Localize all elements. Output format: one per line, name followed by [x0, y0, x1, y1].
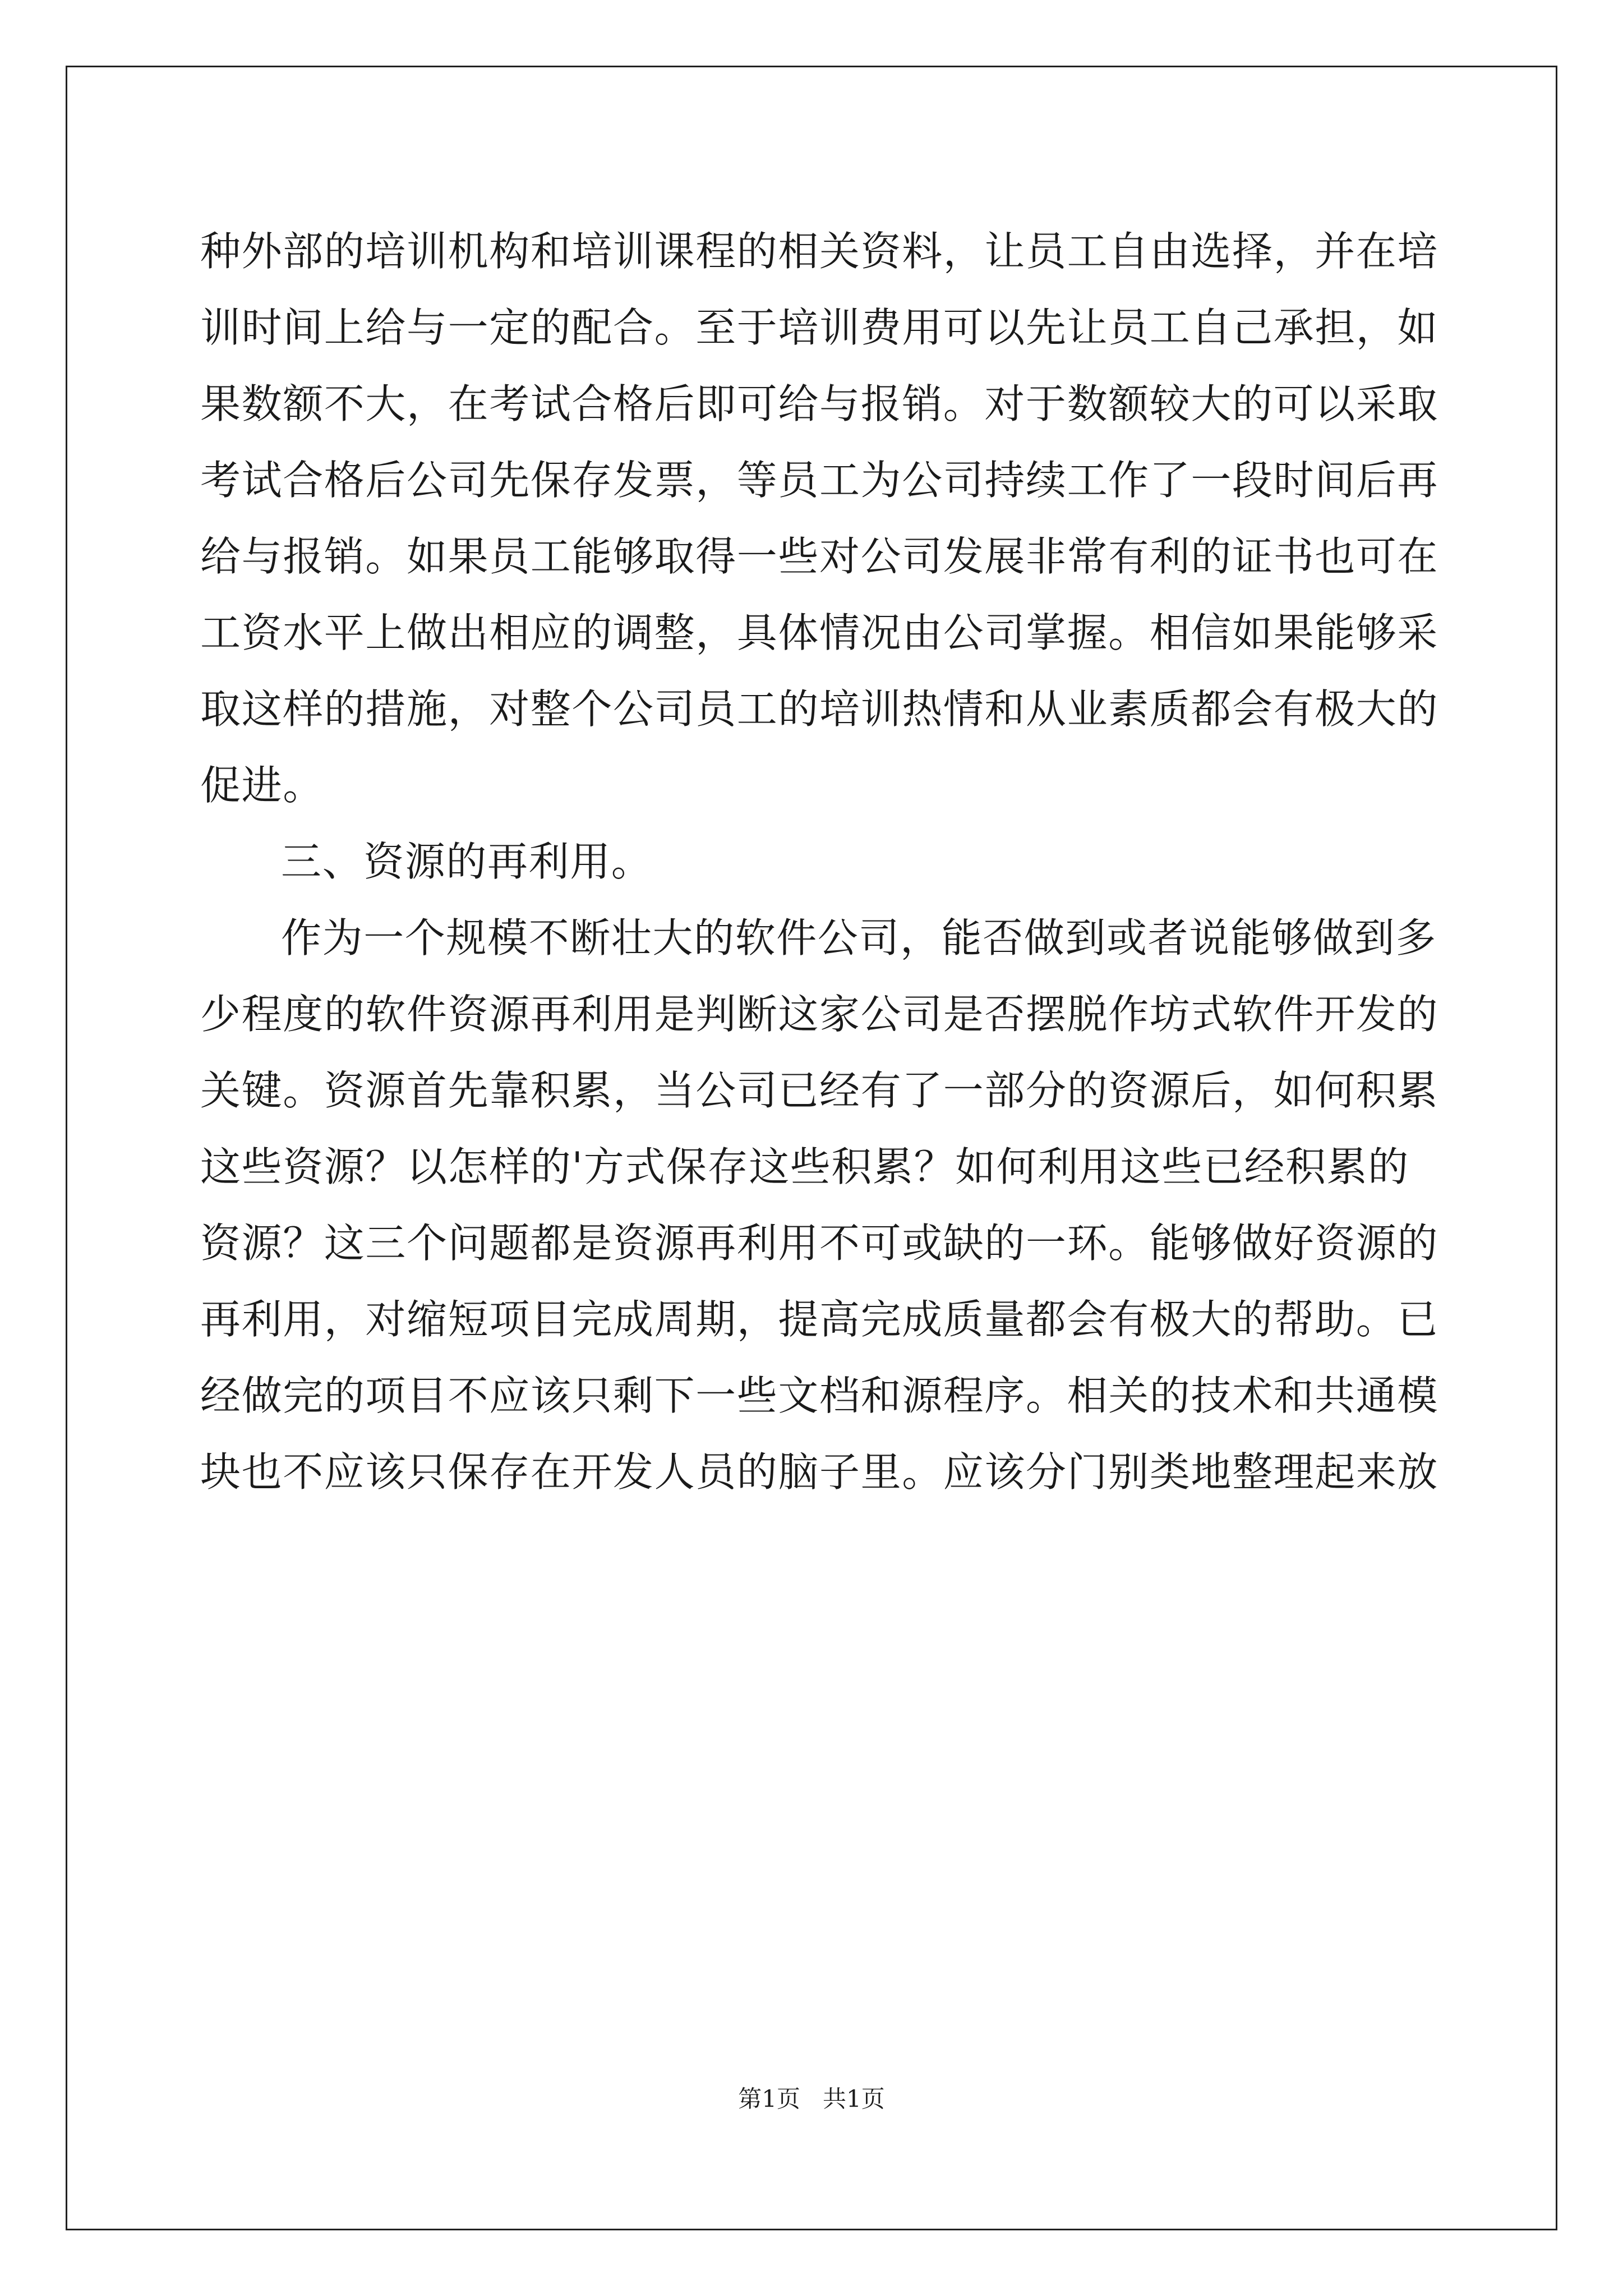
- text-line: 给与报销。如果员工能够取得一些对公司发展非常有利的证书也可在: [200, 533, 1439, 580]
- text-line: 取这样的措施，对整个公司员工的培训热情和从业素质都会有极大的: [200, 685, 1439, 733]
- text-line: 促进。: [200, 762, 324, 809]
- text-line: 再利用，对缩短项目完成周期，提高完成质量都会有极大的帮助。已: [200, 1296, 1439, 1343]
- text-line: 种外部的培训机构和培训课程的相关资料，让员工自由选择，并在培: [200, 228, 1439, 275]
- document-body: [200, 213, 1439, 1510]
- paragraph-first-line: 作为一个规模不断壮大的软件公司，能否做到或者说能够做到多: [281, 914, 1437, 961]
- text-line: 关键。资源首先靠积累，当公司已经有了一部分的资源后，如何积累: [200, 1067, 1439, 1114]
- text-line: 训时间上给与一定的配合。至于培训费用可以先让员工自己承担，如: [200, 304, 1439, 351]
- text-line: 工资水平上做出相应的调整，具体情况由公司掌握。相信如果能够采: [200, 609, 1439, 656]
- page-footer: 第1页 共1页: [738, 2085, 885, 2113]
- text-line: 考试合格后公司先保存发票，等员工为公司持续工作了一段时间后再: [200, 457, 1439, 504]
- text-line: 块也不应该只保存在开发人员的脑子里。应该分门别类地整理起来放: [200, 1448, 1439, 1496]
- text-line: 资源？这三个问题都是资源再利用不可或缺的一环。能够做好资源的: [200, 1220, 1439, 1267]
- text-line: 果数额不大，在考试合格后即可给与报销。对于数额较大的可以采取: [200, 380, 1439, 427]
- text-line: 经做完的项目不应该只剩下一些文档和源程序。相关的技术和共通模: [200, 1372, 1439, 1419]
- text-line: 这些资源？以怎样的'方式保存这些积累？如何利用这些已经积累的: [200, 1143, 1409, 1190]
- section-heading: 三、资源的再利用。: [281, 838, 653, 885]
- text-line: 少程度的软件资源再利用是判断这家公司是否摆脱作坊式软件开发的: [200, 991, 1439, 1038]
